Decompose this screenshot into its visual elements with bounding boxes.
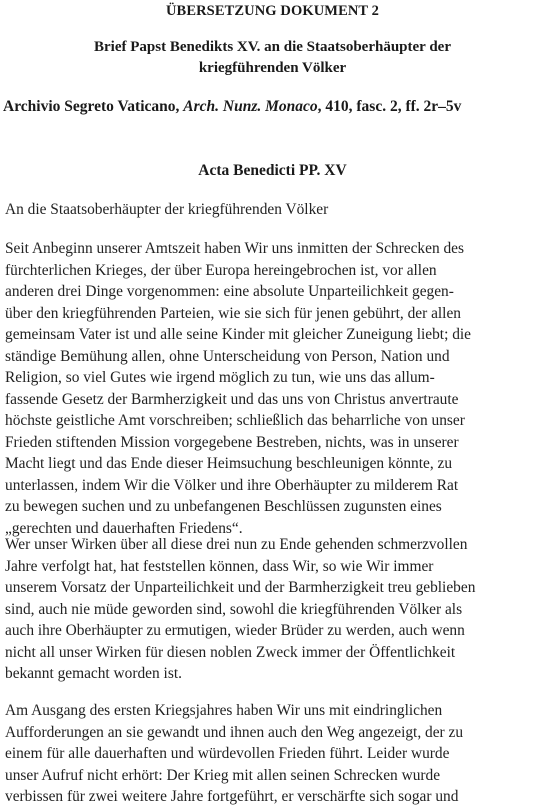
document-title	[0, 37, 545, 79]
paragraph-line: Aufforderungen an sie gewandt und ihnen auch den Weg angezeigt, der zu	[5, 723, 464, 741]
paragraph-line: gemeinsam Vater ist und alle seine Kinder mit gleicher Zuneigung liebt; die	[5, 326, 472, 343]
document-header: ÜBERSETZUNG DOKUMENT 2	[165, 3, 380, 19]
paragraph-line: fürchterlichen Krieges, der über Europa hereingebrochen ist, vor allen	[5, 261, 437, 279]
paragraph-line: einem für alle dauerhaften und würdevollen Frieden führt. Leider wurde	[5, 745, 450, 762]
document-title-line-1: Brief Papst Benedikts XV. an die Staatsoberhäupter der	[94, 39, 451, 55]
paragraph-line: Jahre verfolgt hat, hat feststellen können, dass Wir, so wie Wir immer	[5, 557, 434, 575]
paragraph-line: Wer unser Wirken über all diese drei nun zu Ende gehenden schmerzvollen	[5, 536, 468, 553]
acta-heading: Acta Benedicti PP. XV	[198, 162, 347, 179]
paragraph-line: unser Aufruf nicht erhört: Der Krieg mit allen seinen Schrecken wurde	[5, 766, 441, 784]
paragraph-1	[5, 238, 540, 539]
document-title-line-2: kriegführenden Völker	[198, 60, 347, 76]
archive-prefix: Archivio Segreto Vaticano,	[3, 98, 184, 115]
paragraph-line: bekannt gemacht worden ist.	[5, 665, 182, 682]
paragraph-line: verbissen für zwei weitere Jahre fortgeführt, er verschärfte sich sogar und	[5, 788, 459, 805]
paragraph-line: „gerechten und dauerhaften Friedens“.	[5, 519, 243, 537]
archive-suffix: , 410, fasc. 2, ff. 2r–5v	[317, 98, 462, 115]
paragraph-line: sind, auch nie müde geworden sind, sowohl die kriegführenden Völker als	[5, 600, 463, 618]
paragraph-line: fassende Gesetz der Barmherzigkeit und das uns von Christus anvertraute	[5, 390, 459, 408]
salutation	[5, 199, 540, 221]
paragraph-line: anderen drei Dinge vorgenommen: eine absolute Unparteilichkeit gegen-	[5, 283, 454, 300]
paragraph-line: nicht all unser Wirken für diesen noblen Zweck immer der Öffentlichkeit	[5, 643, 456, 661]
paragraph-line: Religion, so viel Gutes wie irgend möglich zu tun, wie uns das allum-	[5, 369, 435, 386]
paragraph-line: unserem Vorsatz der Unparteilichkeit und der Barmherzigkeit treu geblieben	[5, 579, 476, 596]
paragraph-2	[5, 534, 540, 685]
archive-italic: Arch. Nunz. Monaco	[183, 98, 318, 115]
paragraph-line: unterlassen, indem Wir die Völker und ihre Oberhäupter zu milderem Rat	[5, 476, 459, 494]
paragraph-3	[5, 700, 540, 808]
paragraph-line: Frieden stiftenden Mission vorgegebene Bestreben, nichts, was in unserer	[5, 433, 459, 451]
salutation-text: An die Staatsoberhäupter der kriegführenden Völker	[5, 201, 329, 218]
paragraph-line: höchste geistliche Amt vorschreiben; schließlich das beharrliche von unser	[5, 412, 465, 429]
archive-reference	[3, 98, 461, 116]
paragraph-line: über den kriegführenden Parteien, wie sie sich für jenen gebührt, der allen	[5, 304, 461, 322]
paragraph-line: ständige Bemühung allen, ohne Unterscheidung von Person, Nation und	[5, 347, 450, 365]
paragraph-line: Am Ausgang des ersten Kriegsjahres haben Wir uns mit eindringlichen	[5, 702, 443, 719]
paragraph-line: zu bewegen suchen und zu unbefangenen Beschlüssen zugunsten eines	[5, 498, 442, 515]
paragraph-line: Macht liegt und das Ende dieser Heimsuchung beschleunigen könnte, zu	[5, 455, 453, 472]
paragraph-line: Seit Anbeginn unserer Amtszeit haben Wir uns inmitten der Schrecken des	[5, 240, 464, 257]
paragraph-line: auch ihre Oberhäupter zu ermutigen, wieder Brüder zu werden, auch wenn	[5, 622, 465, 639]
